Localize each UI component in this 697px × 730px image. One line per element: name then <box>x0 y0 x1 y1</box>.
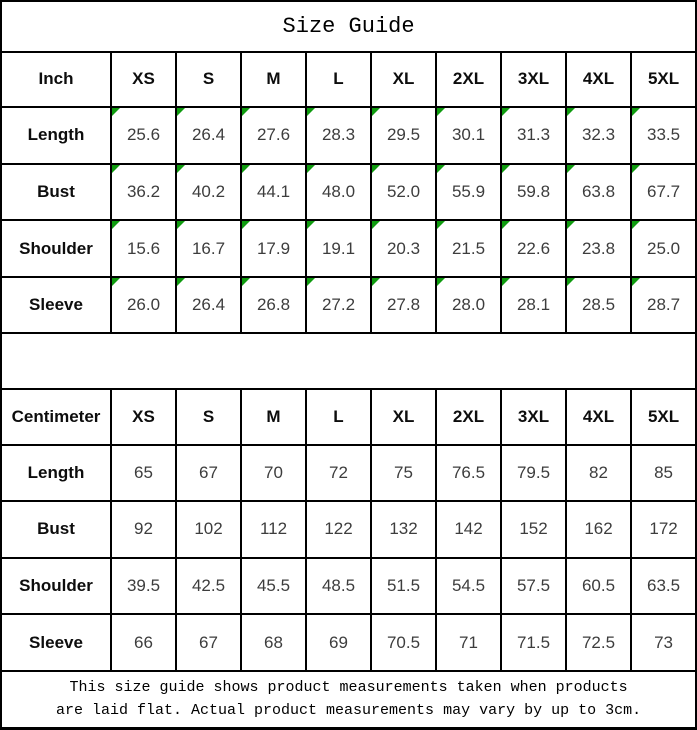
size-column-header-2xl: 2XL <box>436 389 501 445</box>
measurement-value: 48.0 <box>321 181 356 201</box>
measurement-value: 102 <box>194 519 223 539</box>
measurement-cell <box>111 445 176 502</box>
measurement-cell <box>241 501 306 558</box>
measurement-value: 23.8 <box>581 238 616 258</box>
measurement-cell <box>176 277 241 334</box>
measurement-value: 17.9 <box>256 238 291 258</box>
measurement-cell <box>371 164 436 221</box>
measurement-value: 26.4 <box>191 295 226 315</box>
measurement-value: 27.6 <box>256 125 291 145</box>
measurement-value: 66 <box>134 632 153 652</box>
measurement-cell <box>241 220 306 277</box>
table-row-bust <box>1 501 696 558</box>
measurement-cell <box>566 558 631 615</box>
green-corner-marker-icon <box>177 165 185 173</box>
measurement-value: 92 <box>134 519 153 539</box>
measurement-cell <box>306 277 371 334</box>
measurement-cell <box>436 277 501 334</box>
measurement-value: 172 <box>649 519 678 539</box>
measurement-value: 45.5 <box>256 575 291 595</box>
green-corner-marker-icon <box>632 108 640 116</box>
green-corner-marker-icon <box>307 278 315 286</box>
measurement-cell <box>501 220 566 277</box>
measurement-value: 52.0 <box>386 181 421 201</box>
measurement-cell <box>436 614 501 671</box>
measurement-row-label: Sleeve <box>1 614 111 671</box>
measurement-cell <box>306 220 371 277</box>
measurement-value: 69 <box>329 632 348 652</box>
green-corner-marker-icon <box>632 221 640 229</box>
size-column-header-m: M <box>241 52 306 108</box>
size-column-header-5xl: 5XL <box>631 389 696 445</box>
green-corner-marker-icon <box>567 165 575 173</box>
measurement-value: 16.7 <box>191 238 226 258</box>
measurement-row-label: Shoulder <box>1 558 111 615</box>
measurement-cell <box>501 107 566 164</box>
measurement-cell <box>501 614 566 671</box>
size-column-header-2xl: 2XL <box>436 52 501 108</box>
measurement-cell <box>176 501 241 558</box>
measurement-cell <box>176 220 241 277</box>
measurement-value: 27.8 <box>386 295 421 315</box>
measurement-value: 63.8 <box>581 181 616 201</box>
size-column-header-l: L <box>306 52 371 108</box>
footer-note <box>1 671 696 729</box>
green-corner-marker-icon <box>177 278 185 286</box>
measurement-cell <box>241 558 306 615</box>
green-corner-marker-icon <box>112 221 120 229</box>
measurement-value: 70.5 <box>386 632 421 652</box>
measurement-cell <box>436 107 501 164</box>
measurement-value: 28.1 <box>516 295 551 315</box>
green-corner-marker-icon <box>372 221 380 229</box>
cm-table-unit-label: Centimeter <box>1 389 111 445</box>
gap-spacer <box>1 333 696 389</box>
footer-row <box>1 671 696 729</box>
green-corner-marker-icon <box>307 221 315 229</box>
table-row-length <box>1 107 696 164</box>
measurement-cell <box>111 164 176 221</box>
measurement-cell <box>501 277 566 334</box>
measurement-cell <box>241 277 306 334</box>
measurement-value: 55.9 <box>451 181 486 201</box>
measurement-value: 71.5 <box>516 632 551 652</box>
measurement-cell <box>371 558 436 615</box>
size-column-header-l: L <box>306 389 371 445</box>
measurement-value: 142 <box>454 519 483 539</box>
centimeter-table-section <box>1 389 696 671</box>
inch-table-unit-label: Inch <box>1 52 111 108</box>
measurement-cell <box>436 558 501 615</box>
green-corner-marker-icon <box>567 108 575 116</box>
green-corner-marker-icon <box>242 221 250 229</box>
measurement-value: 162 <box>584 519 613 539</box>
measurement-cell <box>566 107 631 164</box>
measurement-cell <box>631 558 696 615</box>
green-corner-marker-icon <box>177 221 185 229</box>
green-corner-marker-icon <box>632 165 640 173</box>
measurement-value: 28.7 <box>647 295 681 315</box>
green-corner-marker-icon <box>307 165 315 173</box>
measurement-cell <box>631 614 696 671</box>
green-corner-marker-icon <box>372 165 380 173</box>
table-row-sleeve <box>1 277 696 334</box>
green-corner-marker-icon <box>567 221 575 229</box>
measurement-value: 132 <box>389 519 418 539</box>
measurement-value: 25.0 <box>647 238 681 258</box>
green-corner-marker-icon <box>502 221 510 229</box>
measurement-cell <box>111 558 176 615</box>
measurement-cell <box>111 220 176 277</box>
green-corner-marker-icon <box>437 278 445 286</box>
inch-table-header-row <box>1 52 696 108</box>
table-row-shoulder <box>1 220 696 277</box>
measurement-value: 76.5 <box>451 462 486 482</box>
measurement-cell <box>176 614 241 671</box>
green-corner-marker-icon <box>177 108 185 116</box>
footer-note-line-2: are laid flat. Actual product measurements may vary by up to 3cm. <box>56 702 642 720</box>
measurement-value: 54.5 <box>451 575 486 595</box>
measurement-cell <box>241 614 306 671</box>
table-row-shoulder <box>1 558 696 615</box>
size-guide-title: Size Guide <box>1 1 696 52</box>
green-corner-marker-icon <box>307 108 315 116</box>
green-corner-marker-icon <box>632 278 640 286</box>
measurement-cell <box>371 501 436 558</box>
inch-table-section <box>1 52 696 334</box>
green-corner-marker-icon <box>437 108 445 116</box>
green-corner-marker-icon <box>502 278 510 286</box>
measurement-value: 36.2 <box>126 181 161 201</box>
measurement-cell <box>436 445 501 502</box>
size-column-header-xs: XS <box>111 52 176 108</box>
measurement-cell <box>241 164 306 221</box>
measurement-cell <box>371 445 436 502</box>
measurement-cell <box>176 107 241 164</box>
measurement-value: 122 <box>324 519 353 539</box>
size-column-header-3xl: 3XL <box>501 389 566 445</box>
measurement-row-label: Sleeve <box>1 277 111 334</box>
table-row-bust <box>1 164 696 221</box>
measurement-value: 65 <box>134 462 153 482</box>
title-row <box>1 1 696 52</box>
green-corner-marker-icon <box>112 165 120 173</box>
size-column-header-s: S <box>176 389 241 445</box>
measurement-value: 82 <box>589 462 608 482</box>
measurement-value: 39.5 <box>126 575 161 595</box>
measurement-cell <box>306 107 371 164</box>
footer-note-line-1: This size guide shows product measurements taken when products <box>69 679 628 697</box>
measurement-cell <box>241 445 306 502</box>
measurement-value: 59.8 <box>516 181 551 201</box>
measurement-value: 25.6 <box>126 125 161 145</box>
measurement-value: 26.8 <box>256 295 291 315</box>
measurement-value: 42.5 <box>191 575 226 595</box>
measurement-value: 28.5 <box>581 295 616 315</box>
measurement-cell <box>631 220 696 277</box>
measurement-value: 57.5 <box>516 575 551 595</box>
measurement-cell <box>371 220 436 277</box>
measurement-value: 44.1 <box>256 181 291 201</box>
measurement-value: 26.0 <box>126 295 161 315</box>
measurement-cell <box>176 558 241 615</box>
size-column-header-xl: XL <box>371 52 436 108</box>
measurement-cell <box>241 107 306 164</box>
size-column-header-3xl: 3XL <box>501 52 566 108</box>
measurement-row-label: Shoulder <box>1 220 111 277</box>
size-column-header-s: S <box>176 52 241 108</box>
measurement-cell <box>631 277 696 334</box>
green-corner-marker-icon <box>437 165 445 173</box>
size-column-header-4xl: 4XL <box>566 52 631 108</box>
measurement-value: 67 <box>199 462 218 482</box>
measurement-value: 19.1 <box>321 238 356 258</box>
measurement-value: 68 <box>264 632 283 652</box>
table-row-length <box>1 445 696 502</box>
measurement-cell <box>631 445 696 502</box>
measurement-row-label: Bust <box>1 164 111 221</box>
measurement-value: 73 <box>654 632 674 652</box>
measurement-value: 20.3 <box>386 238 421 258</box>
green-corner-marker-icon <box>112 278 120 286</box>
measurement-value: 70 <box>264 462 283 482</box>
measurement-cell <box>566 164 631 221</box>
measurement-row-label: Length <box>1 107 111 164</box>
measurement-row-label: Bust <box>1 501 111 558</box>
measurement-cell <box>371 107 436 164</box>
measurement-value: 152 <box>519 519 548 539</box>
measurement-cell <box>631 501 696 558</box>
measurement-value: 40.2 <box>191 181 226 201</box>
measurement-cell <box>111 614 176 671</box>
size-column-header-xs: XS <box>111 389 176 445</box>
measurement-cell <box>501 501 566 558</box>
measurement-value: 28.3 <box>321 125 356 145</box>
measurement-value: 32.3 <box>581 125 616 145</box>
measurement-cell <box>501 558 566 615</box>
measurement-value: 22.6 <box>516 238 551 258</box>
green-corner-marker-icon <box>242 108 250 116</box>
measurement-cell <box>111 501 176 558</box>
measurement-cell <box>371 277 436 334</box>
table-gap-row <box>1 333 696 389</box>
measurement-cell <box>436 501 501 558</box>
measurement-value: 31.3 <box>516 125 551 145</box>
measurement-cell <box>306 614 371 671</box>
measurement-value: 29.5 <box>386 125 421 145</box>
measurement-cell <box>111 277 176 334</box>
measurement-cell <box>501 445 566 502</box>
measurement-cell <box>436 164 501 221</box>
measurement-value: 30.1 <box>451 125 486 145</box>
green-corner-marker-icon <box>372 278 380 286</box>
table-row-sleeve <box>1 614 696 671</box>
measurement-cell <box>631 164 696 221</box>
measurement-cell <box>566 277 631 334</box>
measurement-value: 67.7 <box>647 181 681 201</box>
green-corner-marker-icon <box>437 221 445 229</box>
measurement-value: 75 <box>394 462 413 482</box>
measurement-cell <box>436 220 501 277</box>
measurement-value: 71 <box>459 632 478 652</box>
measurement-cell <box>566 614 631 671</box>
measurement-cell <box>306 558 371 615</box>
measurement-cell <box>371 614 436 671</box>
size-column-header-m: M <box>241 389 306 445</box>
size-column-header-4xl: 4XL <box>566 389 631 445</box>
measurement-value: 48.5 <box>321 575 356 595</box>
measurement-cell <box>566 445 631 502</box>
measurement-cell <box>111 107 176 164</box>
green-corner-marker-icon <box>112 108 120 116</box>
measurement-cell <box>176 445 241 502</box>
measurement-cell <box>631 107 696 164</box>
green-corner-marker-icon <box>372 108 380 116</box>
measurement-value: 63.5 <box>647 575 681 595</box>
size-column-header-xl: XL <box>371 389 436 445</box>
cm-table-header-row <box>1 389 696 445</box>
measurement-cell <box>566 501 631 558</box>
measurement-value: 27.2 <box>321 295 356 315</box>
measurement-value: 79.5 <box>516 462 551 482</box>
measurement-cell <box>306 164 371 221</box>
measurement-cell <box>306 445 371 502</box>
measurement-value: 28.0 <box>451 295 486 315</box>
measurement-cell <box>501 164 566 221</box>
measurement-row-label: Length <box>1 445 111 502</box>
measurement-value: 72.5 <box>581 632 616 652</box>
green-corner-marker-icon <box>242 278 250 286</box>
green-corner-marker-icon <box>502 108 510 116</box>
measurement-value: 60.5 <box>581 575 616 595</box>
measurement-value: 33.5 <box>647 125 681 145</box>
measurement-value: 72 <box>329 462 348 482</box>
measurement-value: 112 <box>259 519 288 539</box>
measurement-value: 67 <box>199 632 218 652</box>
measurement-value: 21.5 <box>451 238 486 258</box>
measurement-value: 26.4 <box>191 125 226 145</box>
measurement-value: 15.6 <box>126 238 161 258</box>
size-column-header-5xl: 5XL <box>631 52 696 108</box>
green-corner-marker-icon <box>242 165 250 173</box>
measurement-cell <box>566 220 631 277</box>
green-corner-marker-icon <box>567 278 575 286</box>
measurement-cell <box>176 164 241 221</box>
measurement-cell <box>306 501 371 558</box>
measurement-value: 85 <box>654 462 674 482</box>
measurement-value: 51.5 <box>386 575 421 595</box>
green-corner-marker-icon <box>502 165 510 173</box>
